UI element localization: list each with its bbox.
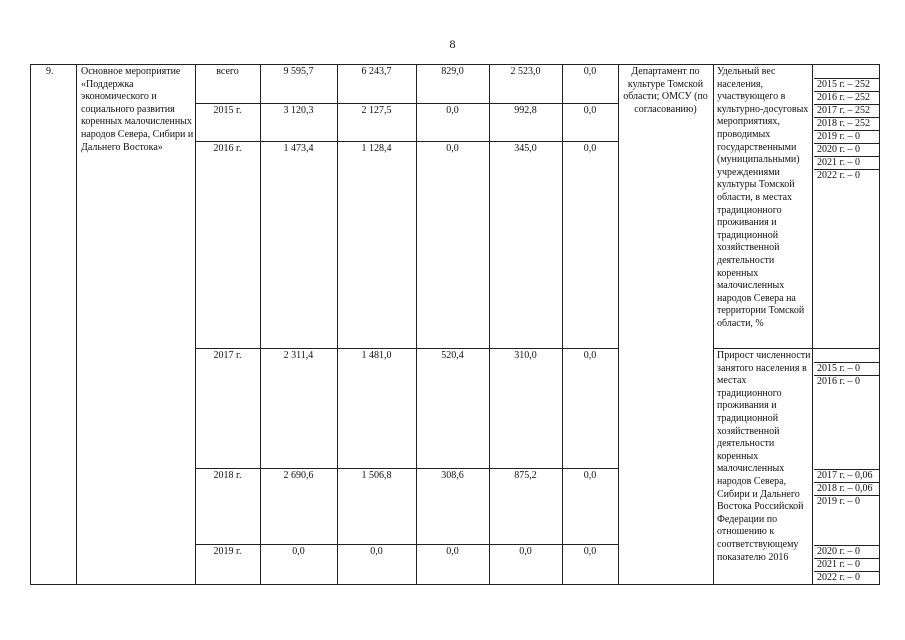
- row-separator: [195, 141, 618, 142]
- indicator-value: 2019 г. – 0: [817, 496, 860, 507]
- table-top-border: [30, 64, 880, 65]
- indicator-value-border: [814, 469, 879, 470]
- other-amount: 0,0: [583, 350, 597, 361]
- total-amount: 9 595,7: [283, 66, 314, 77]
- indicator-value: 2021 г. – 0: [817, 559, 860, 570]
- indicator-value-border: [814, 143, 879, 144]
- indicator-value: 2020 г. – 0: [817, 546, 860, 557]
- regional-amount: 308,6: [441, 470, 464, 481]
- col-line-9: [713, 64, 714, 585]
- indicator-value: 2015 г. – 0: [817, 363, 860, 374]
- indicator-value: 2019 г. – 0: [817, 131, 860, 142]
- row-number: 9.: [46, 66, 54, 77]
- total-amount: 1 473,4: [283, 143, 314, 154]
- col-line-8: [618, 64, 619, 585]
- indicator-value: 2022 г. – 0: [817, 170, 860, 181]
- col-line-1: [76, 64, 77, 585]
- indicator-value-border: [814, 482, 879, 483]
- indicator-value-border: [814, 117, 879, 118]
- indicator-value: 2015 г. – 252: [817, 79, 870, 90]
- regional-amount: 0,0: [446, 143, 459, 154]
- federal-amount: 6 243,7: [361, 66, 392, 77]
- federal-amount: 1 506,8: [361, 470, 392, 481]
- federal-amount: 2 127,5: [361, 105, 392, 116]
- indicator-value-border: [814, 169, 879, 170]
- local-amount: 2 523,0: [510, 66, 541, 77]
- year-label: 2017 г.: [213, 350, 242, 361]
- indicator-value-border: [814, 91, 879, 92]
- page-number: 8: [449, 37, 456, 51]
- federal-amount: 1 481,0: [361, 350, 392, 361]
- indicator-2-name: Прирост численности занятого населения в местах традиционного проживания и традиционной хозяйственной деятельности коренных малочисленных народов Севера, Сибири и Дальнего Востока Российской Федерации по отношению к соответствующему показателю 2016: [717, 350, 811, 563]
- table-right-border: [879, 64, 880, 585]
- indicator-separator: [713, 348, 880, 349]
- other-amount: 0,0: [583, 546, 597, 557]
- local-amount: 992,8: [514, 105, 537, 116]
- regional-amount: 0,0: [446, 105, 459, 116]
- table-left-border: [30, 64, 31, 585]
- year-label: всего: [216, 66, 239, 77]
- indicator-value-border: [814, 362, 879, 363]
- indicator-value: 2021 г. – 0: [817, 157, 860, 168]
- local-amount: 345,0: [514, 143, 537, 154]
- total-amount: 0,0: [292, 546, 305, 557]
- indicator-value-border: [814, 156, 879, 157]
- indicator-value-border: [814, 78, 879, 79]
- indicator-value: 2016 г. – 0: [817, 376, 860, 387]
- year-label: 2016 г.: [213, 143, 242, 154]
- indicator-value: 2016 г. – 252: [817, 92, 870, 103]
- total-amount: 2 311,4: [283, 350, 314, 361]
- regional-amount: 0,0: [446, 546, 459, 557]
- other-amount: 0,0: [583, 143, 597, 154]
- indicator-value: 2018 г. – 252: [817, 118, 870, 129]
- regional-amount: 829,0: [441, 66, 464, 77]
- executor: Департамент по культуре Томской области; ОМСУ (по согласованию): [623, 66, 708, 115]
- indicator-value-border: [814, 558, 879, 559]
- row-separator: [195, 468, 618, 469]
- federal-amount: 0,0: [370, 546, 383, 557]
- indicator-value-border: [814, 104, 879, 105]
- indicator-value-border: [814, 375, 879, 376]
- row-separator: [195, 544, 618, 545]
- federal-amount: 1 128,4: [361, 143, 392, 154]
- table-bottom-border: [30, 584, 880, 585]
- year-label: 2018 г.: [213, 470, 242, 481]
- indicator-value-border: [814, 545, 879, 546]
- indicator-value: 2020 г. – 0: [817, 144, 860, 155]
- indicator-value-border: [814, 495, 879, 496]
- year-label: 2015 г.: [213, 105, 242, 116]
- activity-name: Основное мероприятие «Поддержка экономического и социального развития коренных малочисленных народов Севера, Сибири и Дальнего Востока»: [81, 66, 194, 153]
- indicator-value: 2022 г. – 0: [817, 572, 860, 583]
- other-amount: 0,0: [583, 470, 597, 481]
- local-amount: 310,0: [514, 350, 537, 361]
- indicator-1-name: Удельный вес населения, участвующего в культурно-досуговых мероприятиях, проводимых государственными (муниципальными) учреждениями культуры Томской области, в местах традиционного проживания и традиционной хозяйственной деятельности коренных малочисленных народов Севера на территории Томской области, %: [717, 66, 809, 329]
- total-amount: 3 120,3: [283, 105, 314, 116]
- indicator-value: 2018 г. – 0,06: [817, 483, 873, 494]
- col-line-10: [812, 64, 813, 585]
- regional-amount: 520,4: [441, 350, 464, 361]
- other-amount: 0,0: [583, 66, 597, 77]
- indicator-value: 2017 г. – 252: [817, 105, 870, 116]
- other-amount: 0,0: [583, 105, 597, 116]
- local-amount: 875,2: [514, 470, 537, 481]
- row-separator: [195, 348, 618, 349]
- indicator-value-border: [814, 130, 879, 131]
- row-separator: [195, 103, 618, 104]
- local-amount: 0,0: [519, 546, 532, 557]
- year-label: 2019 г.: [213, 546, 242, 557]
- total-amount: 2 690,6: [283, 470, 314, 481]
- indicator-value-border: [814, 571, 879, 572]
- indicator-value: 2017 г. – 0,06: [817, 470, 873, 481]
